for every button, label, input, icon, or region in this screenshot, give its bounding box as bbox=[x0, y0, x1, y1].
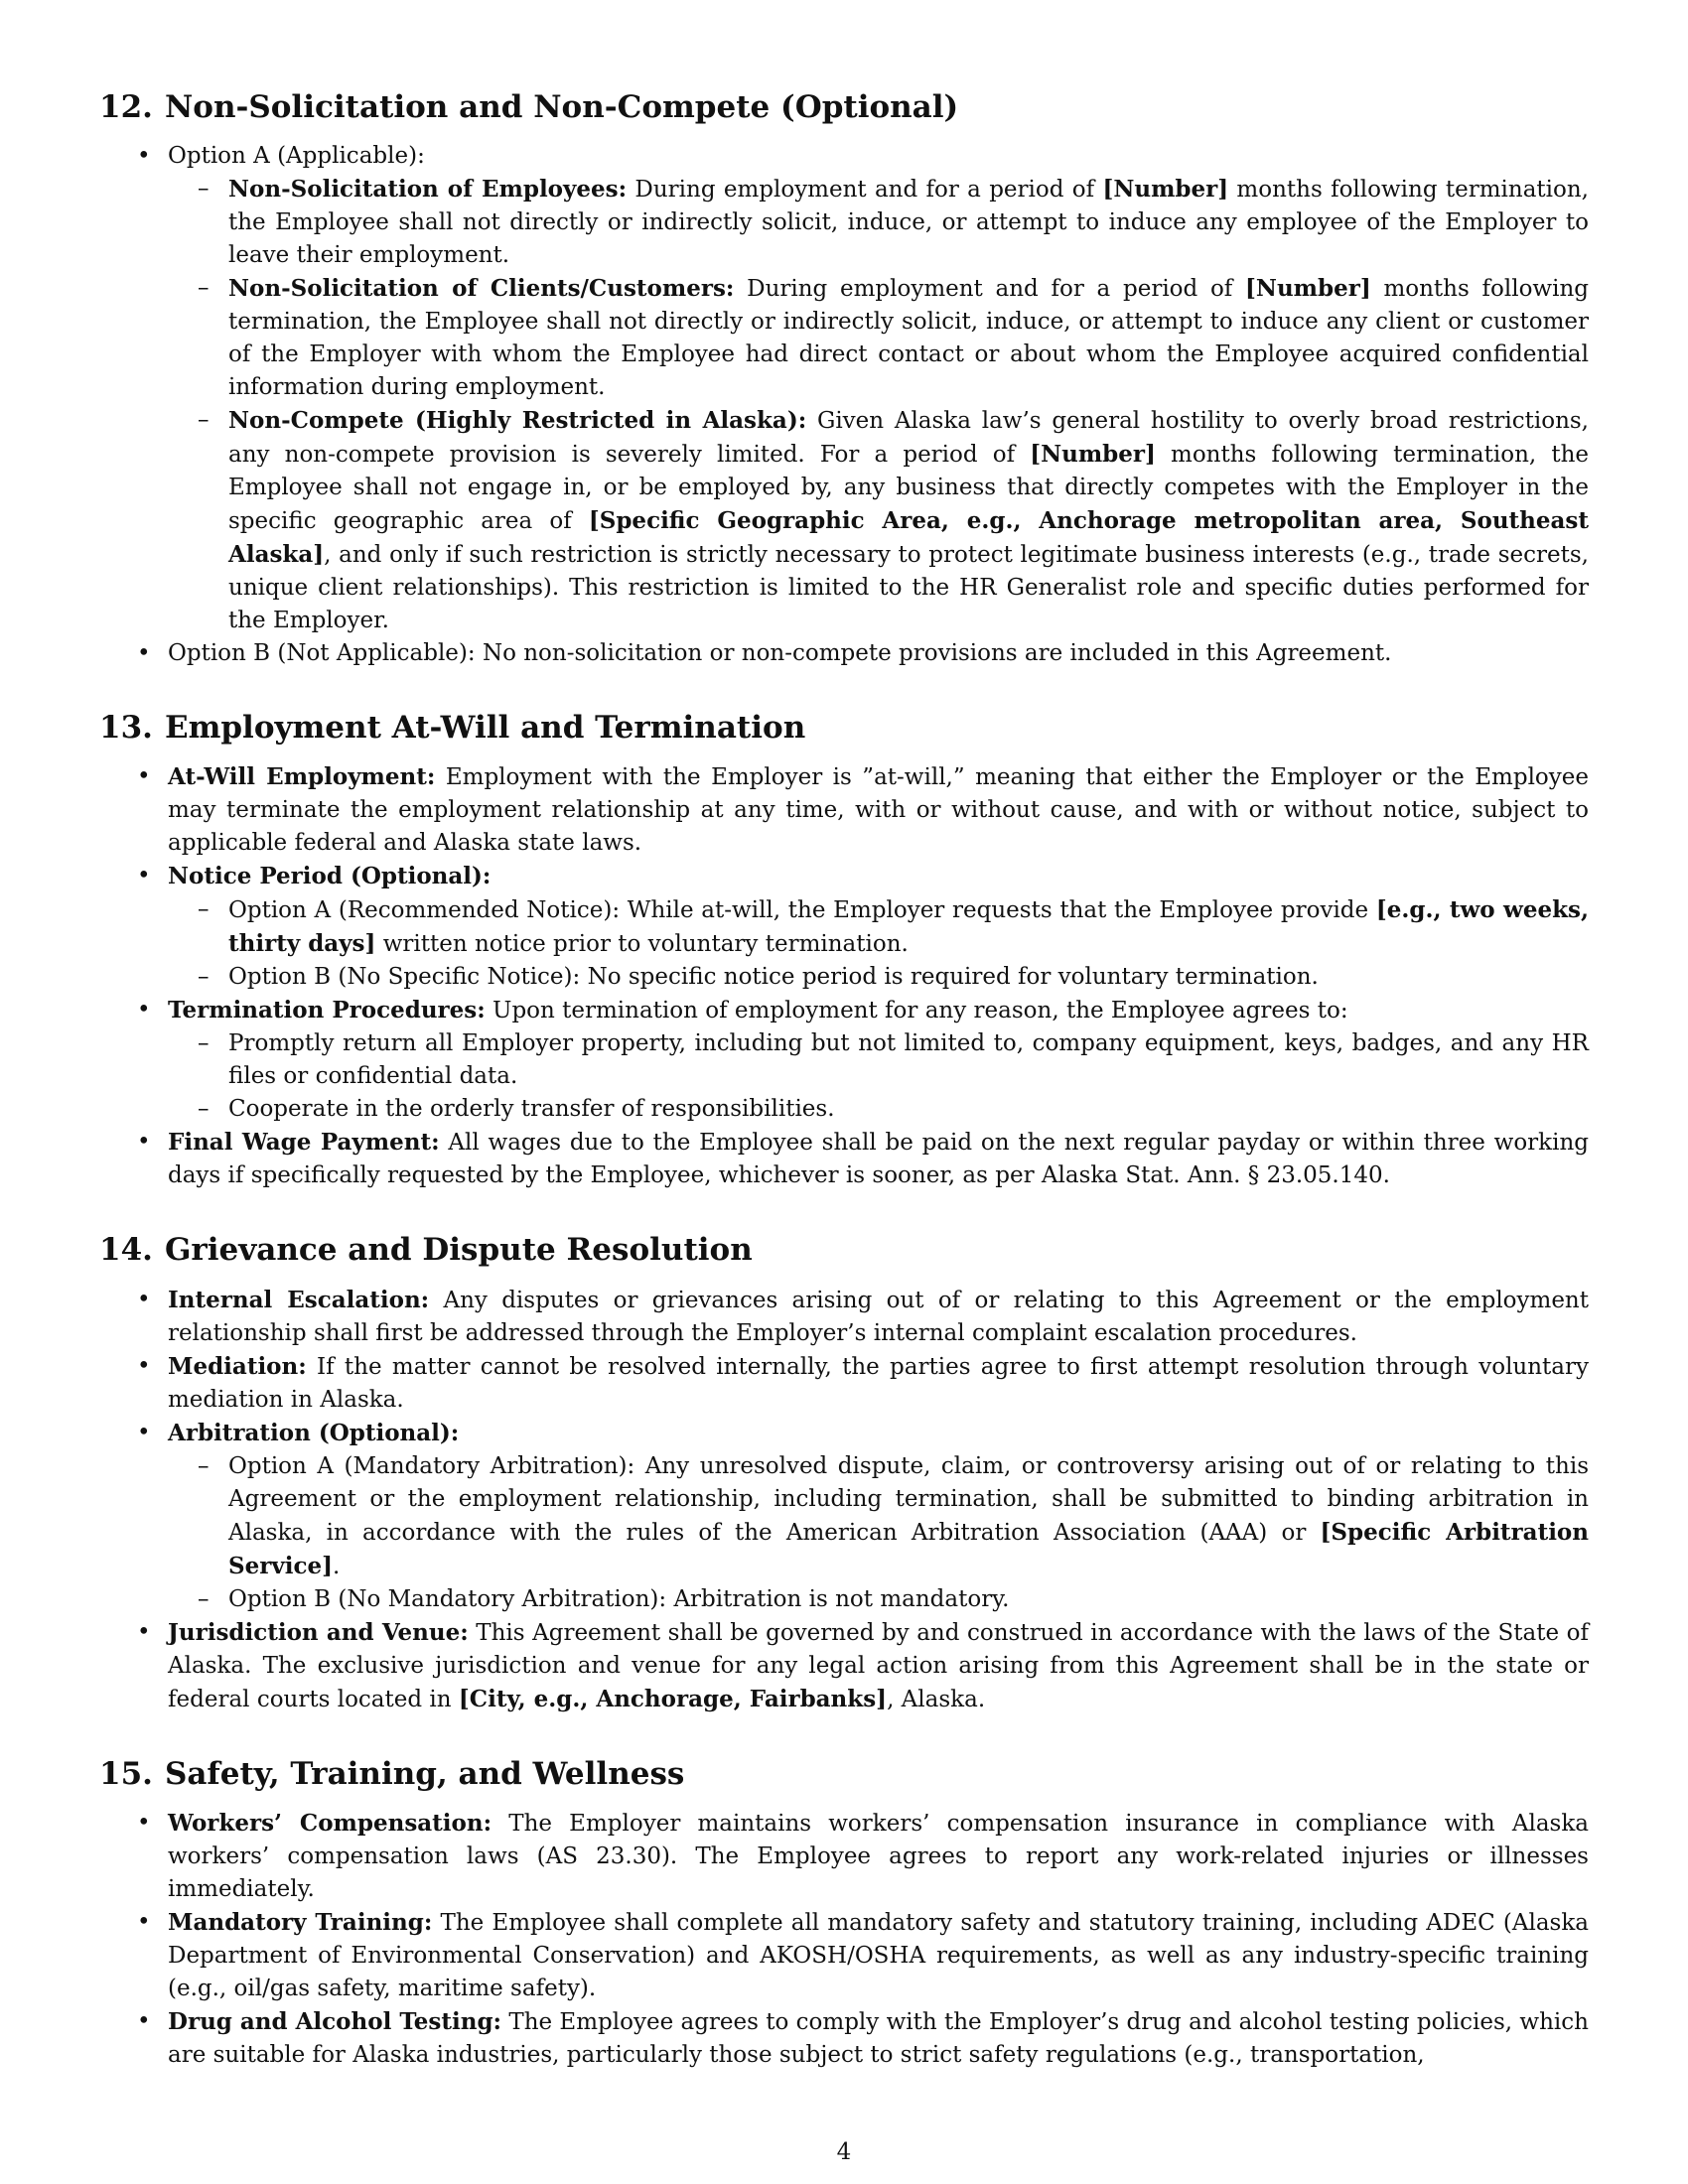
list-item: – Non-Compete (Highly Restricted in Alaska): Given Alaska law’s general hostility to overly broad restrictions, any non-compete provision is severely limited. For a period of [Number] months following termination, the Employee shall not engage in, or be employed by, any business that directly competes with the Employer in the specific geographic area of [Specific Geographic Area, e.g., Anchorage metropolitan area, Southeast Alaska], and only if such restriction is strictly necessary to protect legitimate business interests (e.g., trade secrets, unique client relationships). This restriction is limited to the HR Generalist role and specific duties performed for the Employer. bbox=[168, 404, 1589, 637]
section-15 bbox=[99, 1756, 1589, 2072]
section-15-list bbox=[99, 1807, 1589, 2072]
section-14-heading: 14. Grievance and Dispute Resolution bbox=[99, 1232, 753, 1269]
section-15-heading: 15. Safety, Training, and Wellness bbox=[99, 1755, 685, 1792]
sub-list bbox=[168, 893, 1589, 994]
list-item: – Non-Solicitation of Employees: During employment and for a period of [Number] months following termination, the Employee shall not directly or indirectly solicit, induce, or attempt to induce any employee of the Employer to leave their employment. bbox=[168, 173, 1589, 272]
list-item: – Option B (No Specific Notice): No specific notice period is required for voluntary termination. bbox=[168, 961, 1589, 994]
list-item: • Final Wage Payment: All wages due to the Employee shall be paid on the next regular payday or within three working days if specifically requested by the Employee, whichever is sooner, as per Alaska Stat. Ann. § 23.05.140. bbox=[99, 1126, 1589, 1192]
section-12-list bbox=[99, 140, 1589, 670]
section-13 bbox=[99, 710, 1589, 1192]
list-item: • At-Will Employment: Employment with the Employer is ”at-will,” meaning that either the Employer or the Employee may terminate the employment relationship at any time, with or without cause, and with or without notice, subject to applicable federal and Alaska state laws. bbox=[99, 760, 1589, 860]
list-item: – Cooperate in the orderly transfer of responsibilities. bbox=[168, 1093, 1589, 1126]
section-14-list bbox=[99, 1284, 1589, 1716]
document-page bbox=[99, 89, 1589, 2112]
list-item: • Notice Period (Optional): – Option A (Recommended Notice): While at-will, the Employer requests that the Employee provide [e.g., two weeks, thirty days] written notice prior to voluntary termination. – Option B (No Specific Notice): No specific notice period is required for voluntary termination. bbox=[99, 860, 1589, 994]
page-number: 4 bbox=[836, 2139, 852, 2165]
list-item: • Mandatory Training: The Employee shall complete all mandatory safety and statutory training, including ADEC (Alaska Department of Environmental Conservation) and AKOSH/OSHA requirements, as well as any industry-specific training (e.g., oil/gas safety, maritime safety). bbox=[99, 1906, 1589, 2005]
list-item: – Non-Solicitation of Clients/Customers: During employment and for a period of [Number] months following termination, the Employee shall not directly or indirectly solicit, induce, or attempt to induce any client or customer of the Employer with whom the Employee had direct contact or about whom the Employee acquired confidential information during employment. bbox=[168, 272, 1589, 404]
section-13-heading: 13. Employment At-Will and Termination bbox=[99, 710, 806, 747]
sub-list bbox=[168, 173, 1589, 637]
list-item: – Option B (No Mandatory Arbitration): Arbitration is not mandatory. bbox=[168, 1583, 1589, 1616]
sub-list bbox=[168, 1450, 1589, 1616]
list-item: • Jurisdiction and Venue: This Agreement shall be governed by and construed in accordance with the laws of the State of Alaska. The exclusive jurisdiction and venue for any legal action arising from this Agreement shall be in the state or federal courts located in [City, e.g., Anchorage, Fairbanks], Alaska. bbox=[99, 1616, 1589, 1716]
list-item: – Promptly return all Employer property, including but not limited to, company equipment, keys, badges, and any HR files or confidential data. bbox=[168, 1027, 1589, 1093]
list-item: • Arbitration (Optional): – Option A (Mandatory Arbitration): Any unresolved dispute, claim, or controversy arising out of or relating to this Agreement or the employment relationship, including termination, shall be submitted to binding arbitration in Alaska, in accordance with the rules of the American Arbitration Association (AAA) or [Specific Arbitration Service]. – Option B (No Mandatory Arbitration): Arbitration is not mandatory. bbox=[99, 1417, 1589, 1616]
list-item: • Workers’ Compensation: The Employer maintains workers’ compensation insurance in compliance with Alaska workers’ compensation laws (AS 23.30). The Employee agrees to report any work-related injuries or illnesses immediately. bbox=[99, 1807, 1589, 1906]
list-item: • Drug and Alcohol Testing: The Employee agrees to comply with the Employer’s drug and alcohol testing policies, which are suitable for Alaska industries, particularly those subject to strict safety regulations (e.g., transportation, bbox=[99, 2005, 1589, 2072]
section-12 bbox=[99, 89, 1589, 670]
section-14 bbox=[99, 1232, 1589, 1715]
list-item: • Internal Escalation: Any disputes or grievances arising out of or relating to this Agreement or the employment relationship shall first be addressed through the Employer’s internal complaint escalation procedures. bbox=[99, 1284, 1589, 1350]
section-12-heading: 12. Non-Solicitation and Non-Compete (Optional) bbox=[99, 89, 959, 125]
list-item: • Option B (Not Applicable): No non-solicitation or non-compete provisions are included in this Agreement. bbox=[99, 637, 1589, 670]
sub-list bbox=[168, 1027, 1589, 1126]
list-item: – Option A (Mandatory Arbitration): Any unresolved dispute, claim, or controversy arising out of or relating to this Agreement or the employment relationship, including termination, shall be submitted to binding arbitration in Alaska, in accordance with the rules of the American Arbitration Association (AAA) or [Specific Arbitration Service]. bbox=[168, 1450, 1589, 1583]
section-13-list bbox=[99, 760, 1589, 1192]
list-item: • Option A (Applicable): – Non-Solicitation of Employees: During employment and for a period of [Number] months following termination, the Employee shall not directly or indirectly solicit, induce, or attempt to induce any employee of the Employer to leave their employment. – Non-Solicitation of Clients/Customers: During employment and for a period of [Number] months following termination, the Employee shall not directly or indirectly solicit, induce, or attempt to induce any client or customer of the Employer with whom the Employee had direct contact or about whom the Employee acquired confidential information during employment. – Non-Compete (Highly Restricted in Alaska): Given Alaska law’s general hostility to overly broad restrictions, any non-compete provision is severely limited. For a period of [Number] months following termination, the Employee shall not engage in, or be employed by, any business that directly competes with the Employer in the specific geographic area of [Specific Geographic Area, e.g., Anchorage metropolitan area, Southeast Alaska], and only if such restriction is strictly necessary to protect legitimate business interests (e.g., trade secrets, unique client relationships). This restriction is limited to the HR Generalist role and specific duties performed for the Employer. bbox=[99, 140, 1589, 637]
list-item: – Option A (Recommended Notice): While at-will, the Employer requests that the Employee provide [e.g., two weeks, thirty days] written notice prior to voluntary termination. bbox=[168, 893, 1589, 961]
list-item: • Termination Procedures: Upon termination of employment for any reason, the Employee agrees to: – Promptly return all Employer property, including but not limited to, company equipment, keys, badges, and any HR files or confidential data. – Cooperate in the orderly transfer of responsibilities. bbox=[99, 994, 1589, 1126]
list-item: • Mediation: If the matter cannot be resolved internally, the parties agree to first attempt resolution through voluntary mediation in Alaska. bbox=[99, 1350, 1589, 1417]
